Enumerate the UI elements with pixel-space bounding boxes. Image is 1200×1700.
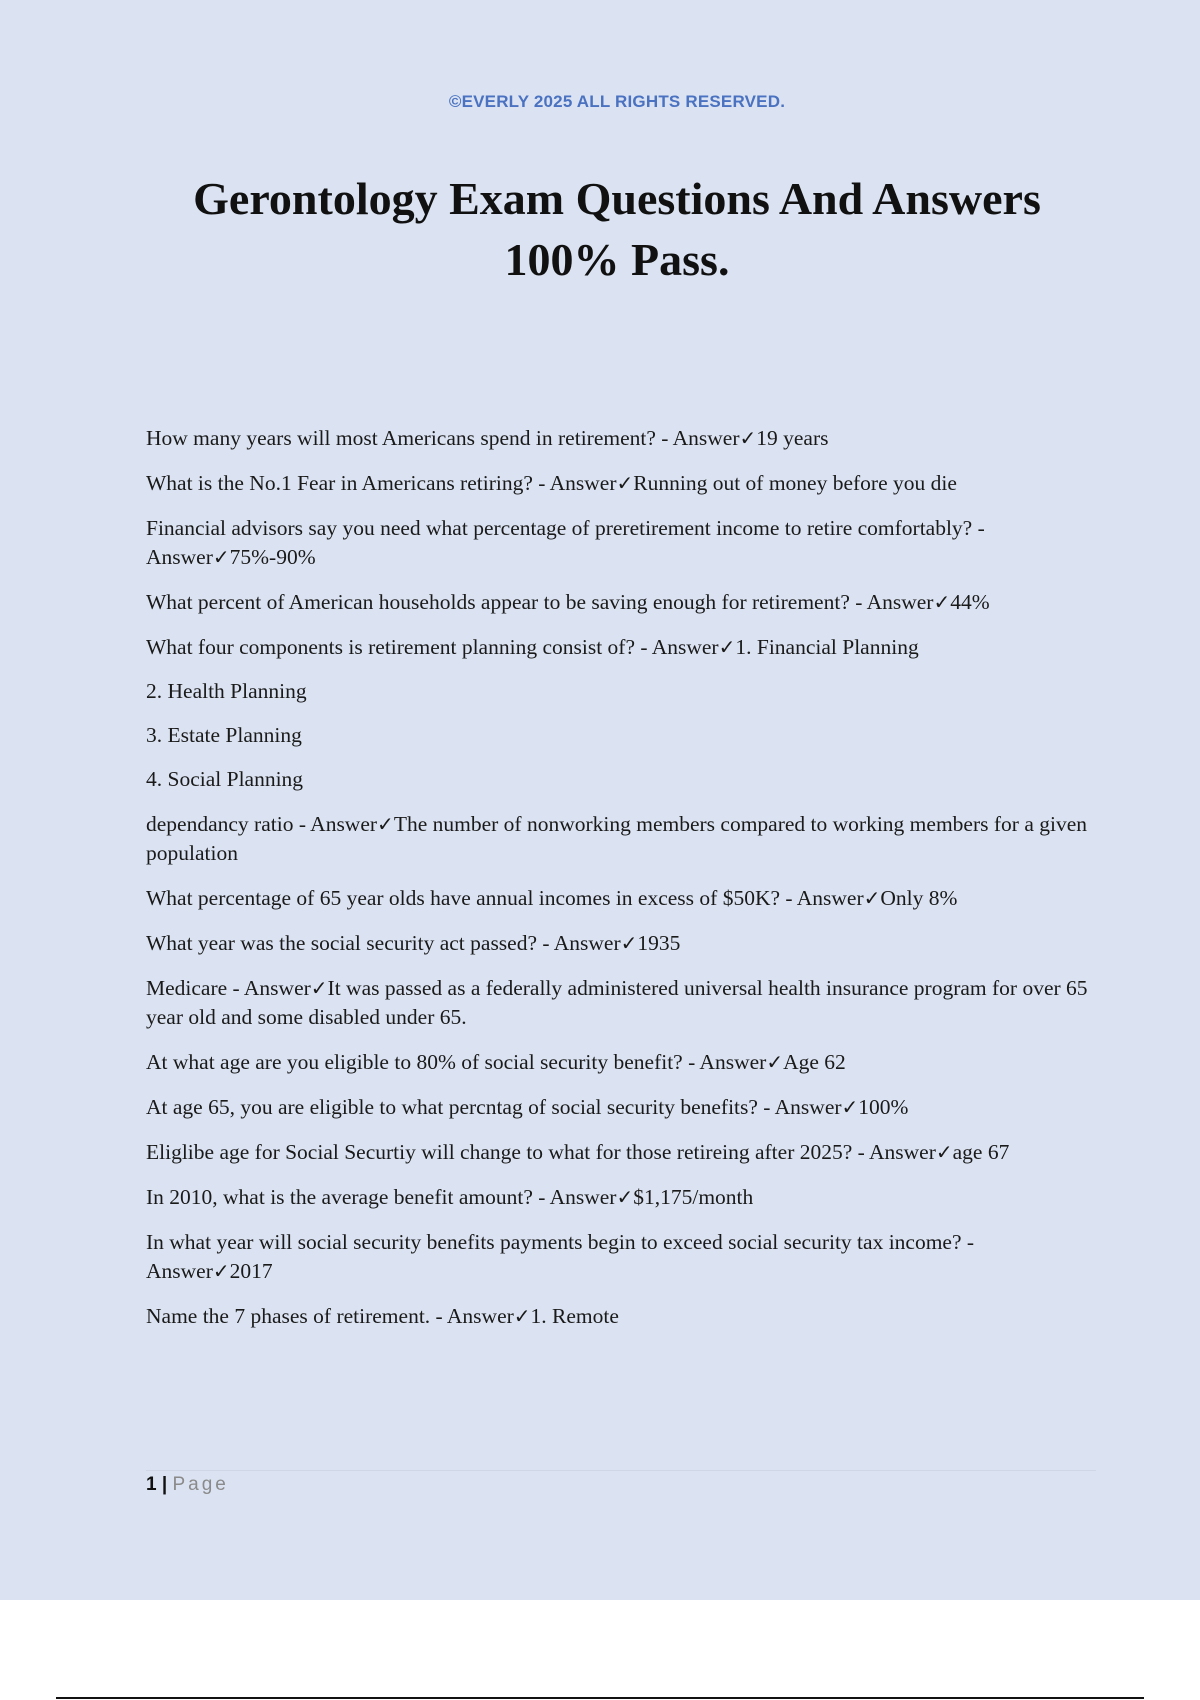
qa-item xyxy=(146,588,1096,617)
qa-answer: The number of nonworking members compared to working members for a given population xyxy=(146,812,1087,865)
qa-answer: age 67 xyxy=(952,1140,1010,1164)
qa-question: What is the No.1 Fear in Americans retiring? - Answer xyxy=(146,471,617,495)
check-icon: ✓ xyxy=(212,545,230,569)
qa-question: dependancy ratio - Answer xyxy=(146,812,378,836)
qa-item xyxy=(146,677,1096,706)
qa-answer: 19 years xyxy=(756,426,829,450)
qa-item xyxy=(146,929,1096,958)
title-line-2: 100% Pass. xyxy=(504,234,730,285)
qa-item xyxy=(146,765,1096,794)
check-icon: ✓ xyxy=(933,590,951,614)
document-title xyxy=(120,168,1114,290)
qa-item xyxy=(146,1093,1096,1122)
qa-list xyxy=(146,424,1096,1347)
qa-item xyxy=(146,884,1096,913)
qa-question: At age 65, you are eligible to what percntag of social security benefits? - Answer xyxy=(146,1095,842,1119)
qa-answer: 3. Estate Planning xyxy=(146,723,302,747)
qa-answer: 4. Social Planning xyxy=(146,767,304,791)
qa-item xyxy=(146,1228,1096,1286)
qa-item xyxy=(146,974,1096,1032)
copyright-header: ©EVERLY 2025 ALL RIGHTS RESERVED. xyxy=(448,92,786,111)
qa-answer: 75%-90% xyxy=(229,545,316,569)
check-icon: ✓ xyxy=(841,1095,859,1119)
qa-item xyxy=(146,633,1096,662)
check-icon: ✓ xyxy=(377,812,394,836)
qa-question: In what year will social security benefits payments begin to exceed social security tax income? - Answer xyxy=(146,1230,975,1283)
qa-question: Medicare - Answer xyxy=(146,976,311,1000)
check-icon: ✓ xyxy=(620,931,638,955)
qa-item xyxy=(146,1183,1096,1212)
check-icon: ✓ xyxy=(310,976,328,1000)
qa-answer: Running out of money before you die xyxy=(633,471,957,495)
check-icon: ✓ xyxy=(718,635,736,659)
page-number: 1 xyxy=(146,1474,157,1495)
qa-question: Financial advisors say you need what percentage of preretirement income to retire comfortably? - Answer xyxy=(146,516,985,569)
qa-item xyxy=(146,1048,1096,1077)
qa-item xyxy=(146,1302,1096,1331)
qa-question: What percent of American households appear to be saving enough for retirement? - Answer xyxy=(146,590,934,614)
qa-item xyxy=(146,810,1096,868)
check-icon: ✓ xyxy=(935,1140,953,1164)
qa-question: How many years will most Americans spend in retirement? - Answer xyxy=(146,426,740,450)
qa-answer: Age 62 xyxy=(783,1050,846,1074)
qa-item xyxy=(146,469,1096,498)
qa-answer: 44% xyxy=(950,590,990,614)
footer-divider xyxy=(146,1470,1096,1471)
qa-answer: 1. Financial Planning xyxy=(735,635,919,659)
qa-answer: 100% xyxy=(858,1095,909,1119)
check-icon: ✓ xyxy=(863,886,881,910)
check-icon: ✓ xyxy=(513,1304,531,1328)
page-label: Page xyxy=(172,1474,229,1495)
qa-answer: Only 8% xyxy=(880,886,958,910)
qa-answer: $1,175/month xyxy=(633,1185,754,1209)
check-icon: ✓ xyxy=(739,426,757,450)
qa-answer: 1935 xyxy=(637,931,681,955)
page-separator: | xyxy=(156,1474,173,1495)
qa-answer: 2017 xyxy=(229,1259,273,1283)
qa-answer: It was passed as a federally administered universal health insurance program for over 65 year old and some disabled under 65. xyxy=(146,976,1088,1029)
page-footer xyxy=(146,1474,229,1496)
check-icon: ✓ xyxy=(616,471,634,495)
check-icon: ✓ xyxy=(212,1259,230,1283)
check-icon: ✓ xyxy=(616,1185,634,1209)
qa-question: Eliglibe age for Social Securtiy will change to what for those retireing after 2025? - Answer xyxy=(146,1140,936,1164)
qa-item xyxy=(146,424,1096,453)
qa-question: Name the 7 phases of retirement. - Answer xyxy=(146,1304,514,1328)
qa-question: What year was the social security act passed? - Answer xyxy=(146,931,621,955)
qa-answer: 2. Health Planning xyxy=(146,679,307,703)
qa-item xyxy=(146,514,1096,572)
bottom-divider xyxy=(56,1697,1144,1699)
qa-question: At what age are you eligible to 80% of social security benefit? - Answer xyxy=(146,1050,767,1074)
qa-question: What four components is retirement planning consist of? - Answer xyxy=(146,635,719,659)
title-line-1: Gerontology Exam Questions And Answers xyxy=(193,173,1041,224)
qa-item xyxy=(146,721,1096,750)
qa-question: What percentage of 65 year olds have annual incomes in excess of $50K? - Answer xyxy=(146,886,864,910)
qa-question: In 2010, what is the average benefit amount? - Answer xyxy=(146,1185,617,1209)
qa-item xyxy=(146,1138,1096,1167)
check-icon: ✓ xyxy=(766,1050,784,1074)
qa-answer: 1. Remote xyxy=(530,1304,619,1328)
